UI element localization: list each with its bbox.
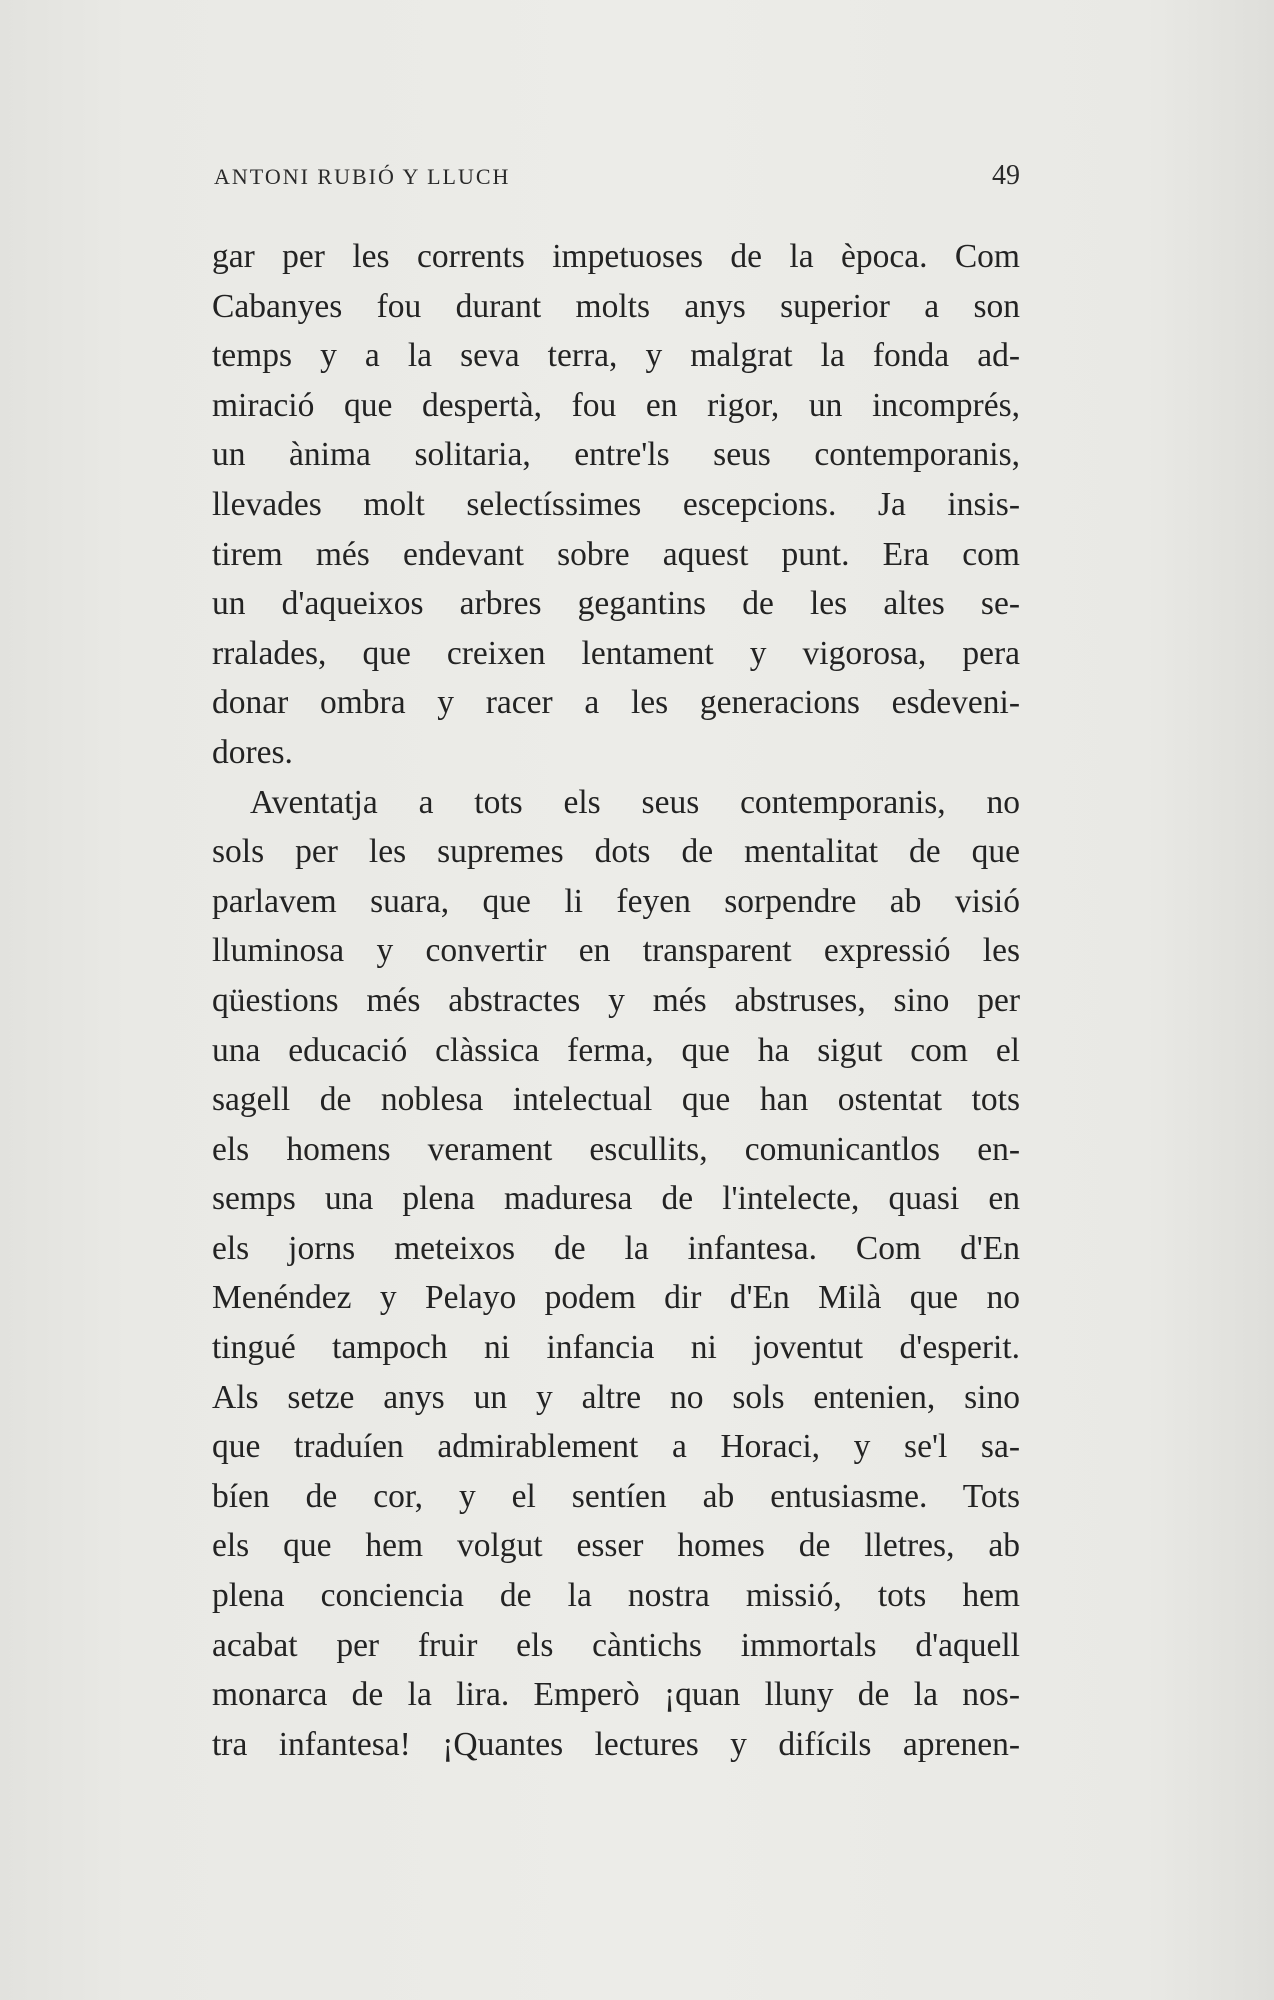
- text-line: Aventatja a tots els seus contemporanis, no: [250, 783, 1020, 821]
- page-number: 49: [992, 160, 1020, 191]
- text-line: un ànima solitaria, entre'ls seus contemporanis,: [212, 436, 1020, 474]
- text-line: llevades molt selectíssimes escepcions. Ja insis-: [212, 485, 1020, 523]
- text-line: tirem més endevant sobre aquest punt. Era com: [212, 535, 1020, 573]
- text-line: gar per les corrents impetuoses de la època. Com: [212, 238, 1020, 275]
- text-line: semps una plena maduresa de l'intelecte, quasi en: [212, 1180, 1020, 1218]
- text-line: rralades, que creixen lentament y vigorosa, pera: [212, 634, 1020, 672]
- text-line: tingué tampoch ni infancia ni joventut d'esperit.: [212, 1329, 1020, 1367]
- text-line: tra infantesa! ¡Quantes lectures y difícils aprenen-: [212, 1725, 1020, 1763]
- text-line: miració que despertà, fou en rigor, un incomprés,: [212, 386, 1020, 424]
- text-line: plena conciencia de la nostra missió, tots hem: [212, 1577, 1020, 1615]
- page-header: [214, 160, 1020, 200]
- text-line: donar ombra y racer a les generacions esdeveni-: [212, 684, 1020, 722]
- text-line: dores.: [212, 733, 293, 771]
- text-line: els que hem volgut esser homes de lletres, ab: [212, 1527, 1020, 1565]
- running-title: ANTONI RUBIÓ Y LLUCH: [214, 164, 511, 189]
- text-line: sagell de noblesa intelectual que han ostentat tots: [212, 1081, 1020, 1119]
- text-line: Als setze anys un y altre no sols entenien, sino: [212, 1378, 1020, 1416]
- text-line: acabat per fruir els càntichs immortals d'aquell: [212, 1626, 1020, 1664]
- text-line: Menéndez y Pelayo podem dir d'En Milà que no: [212, 1279, 1020, 1317]
- text-line: temps y a la seva terra, y malgrat la fonda ad-: [212, 337, 1020, 375]
- text-line: els jorns meteixos de la infantesa. Com d'En: [212, 1229, 1020, 1267]
- text-line: bíen de cor, y el sentíen ab entusiasme. Tots: [212, 1477, 1020, 1515]
- text-line: monarca de la lira. Emperò ¡quan lluny de la nos-: [212, 1676, 1020, 1714]
- text-line: lluminosa y convertir en transparent expressió les: [212, 932, 1020, 970]
- text-line: un d'aqueixos arbres gegantins de les altes se-: [212, 585, 1020, 623]
- body-text: [212, 232, 1020, 1769]
- text-line: parlavem suara, que li feyen sorpendre ab visió: [212, 882, 1020, 920]
- text-line: Cabanyes fou durant molts anys superior a son: [212, 287, 1020, 325]
- text-line: els homens verament escullits, comunicantlos en-: [212, 1130, 1020, 1168]
- text-line: que traduíen admirablement a Horaci, y se'l sa-: [212, 1428, 1020, 1466]
- paragraph-1: [212, 232, 1020, 778]
- text-line: una educació clàssica ferma, que ha sigut com el: [212, 1031, 1020, 1069]
- text-line: sols per les supremes dots de mentalitat de que: [212, 833, 1020, 871]
- paragraph-2: [212, 778, 1020, 1770]
- text-line: qüestions més abstractes y més abstruses, sino per: [212, 981, 1020, 1019]
